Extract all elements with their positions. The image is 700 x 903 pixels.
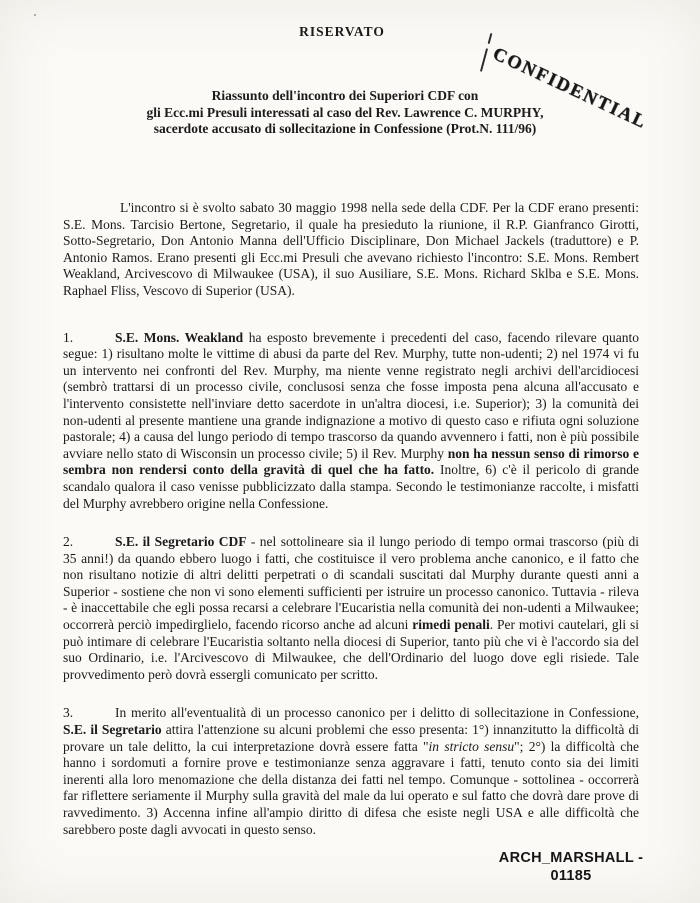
text-run: in stricto sensu [428, 738, 515, 754]
paragraph-number: 3. [63, 705, 74, 721]
paragraph-2 [63, 534, 639, 683]
paragraph-1 [63, 330, 639, 513]
title-line-3: sacerdote accusato di sollecitazione in Confessione (Prot.N. 111/96) [153, 121, 537, 136]
paragraph-text [63, 534, 639, 682]
paragraph-text [63, 705, 639, 836]
title-line-1: Riassunto dell'incontro dei Superiori CDF con [211, 88, 479, 103]
text-run: Inoltre, 6) c'è il pericolo di grande scandalo qualora il caso venisse pubblicizzato dalla stampa. Secondo le testimonianze raccolte, i misfatti del Murphy avrebbero origine nella Confessione. [63, 462, 639, 511]
paragraph-number: 1. [63, 329, 74, 345]
text-run: rimedi penali [412, 617, 490, 633]
text-run: S.E. il Segretario [63, 722, 162, 738]
text-run: attira l'attenzione su alcuni problemi che esso presenta: 1°) innanzitutto la difficoltà di provare un tale delitto, la cui interpretazione dovrà essere fatta " [63, 722, 639, 754]
text-run: "; 2°) la difficoltà che hanno i sordomuti a fornire prove e testimonianze senza aggravare i fatti, tenuto conto sia dei limiti inerenti alla loro menomazione che della distanza dei fatti nel tempo. Comunque - sottolinea - occorrerà far riflettere seriamente il Murphy sulla gravità del male da lui operato e sul fatto che dovrà dare prove di ravvedimento. 3) Accenna infine all'ampio diritto di difesa che esiste negli USA e alle difficoltà che sarebbero poste dagli avvocati in questo senso. [63, 738, 639, 837]
bates-stamp [492, 849, 650, 885]
title-line-2: gli Ecc.mi Presuli interessati al caso del Rev. Lawrence C. MURPHY, [146, 104, 544, 120]
bates-line-1: ARCH_MARSHALL - [498, 850, 644, 866]
text-run: . Per motivi cautelari, gli si può intimare di celebrare l'Eucaristia soltanto nella diocesi di Superior, tanto più che vi è l'accordo sia del suo Ordinario, i.e. l'Arcivescovo di Milwaukee, che dell'Ordinario del luogo dove egli risiede. Tale provvedimento però dovrà essergli comunicato per scritto. [63, 617, 639, 682]
paragraph-intro [63, 200, 639, 300]
paragraph-text [63, 330, 639, 511]
document-body [63, 200, 639, 838]
classification-header: RISERVATO [299, 24, 385, 39]
bates-line-2: 01185 [550, 868, 592, 884]
scan-noise-speckles [34, 14, 36, 16]
text-run: L'incontro si è svolto sabato 30 maggio 1998 nella sede della CDF. Per la CDF erano presenti: S.E. Mons. Tarcisio Bertone, Segretario, il quale ha presieduto la riunione, il R.P. Gianfranco Girotti, Sotto-Segretario, Don Antonio Manna dell'Ufficio Disciplinare, Don Michael Jackels (traduttore) e P. Antonio Ramos. Erano presenti gli Ecc.mi Presuli che avevano richiesto l'incontro: S.E. Mons. Rembert Weakland, Arcivescovo di Milwaukee (USA), il suo Ausiliare, S.E. Mons. Richard Sklba e S.E. Mons. Raphael Fliss, Vescovo di Superior (USA). [63, 200, 639, 298]
text-run: S.E. il Segretario CDF [115, 534, 247, 550]
pen-slash-mark [480, 48, 488, 72]
text-run: In merito all'eventualità di un processo canonico per i delitto di sollecitazione in Confessione, [115, 705, 639, 721]
document-title [0, 88, 690, 138]
text-run: ha esposto brevemente i precedenti del caso, facendo rilevare quanto segue: 1) risultano molte le vittime di abusi da parte del Rev. Murphy, tutte non-udenti; 2) nel 1974 vi fu un intervento nei confronti del Rev. Murphy, ma niente venne registrato negli archivi dell'arcidiocesi (sembrò trattarsi di un processo civile, conclusosi senza che fosse imposta pena alcuna all'accusato e l'intervento consistette nell'inviare detto sacerdote in un'altra diocesi, i.e. Superior); 3) la comunità dei non-udenti al presente mantiene una grande indignazione a motivo di questo caso e rifiuta ogni soluzione pastorale; 4) a causa del lungo periodo di tempo trascorso da quando avvennero i fatti, non è più possibile avviare nello stato di Wisconsin un processo civile; 5) il Rev. Murphy [63, 329, 639, 461]
text-run: non ha nessun senso di rimorso e sembra non rendersi conto della gravità di quel che ha fatto. [63, 445, 639, 478]
paragraph-3 [63, 705, 639, 838]
confidential-stamp: CONFIDENTIAL [489, 44, 651, 134]
text-run: - nel sottolineare sia il lungo periodo di tempo ormai trascorso (più di 35 anni!) da quando ebbero luogo i fatti, che costituisce il vero problema anche canonico, e il fatto che non risultano notizie di altri delitti perpetrati o di scandali suscitati dal Murphy durante questi anni a Superior - sostiene che non vi sono elementi sufficienti per istruire un processo canonico. Tuttavia - rileva - è inaccettabile che egli possa recarsi a celebrare l'Eucaristia nella comunità dei non-udenti a Milwaukee; occorrerà perciò impedirglielo, facendo ricorso anche ad alcuni [63, 534, 639, 633]
paragraph-number: 2. [63, 534, 74, 550]
text-run: S.E. Mons. Weakland [115, 329, 244, 345]
